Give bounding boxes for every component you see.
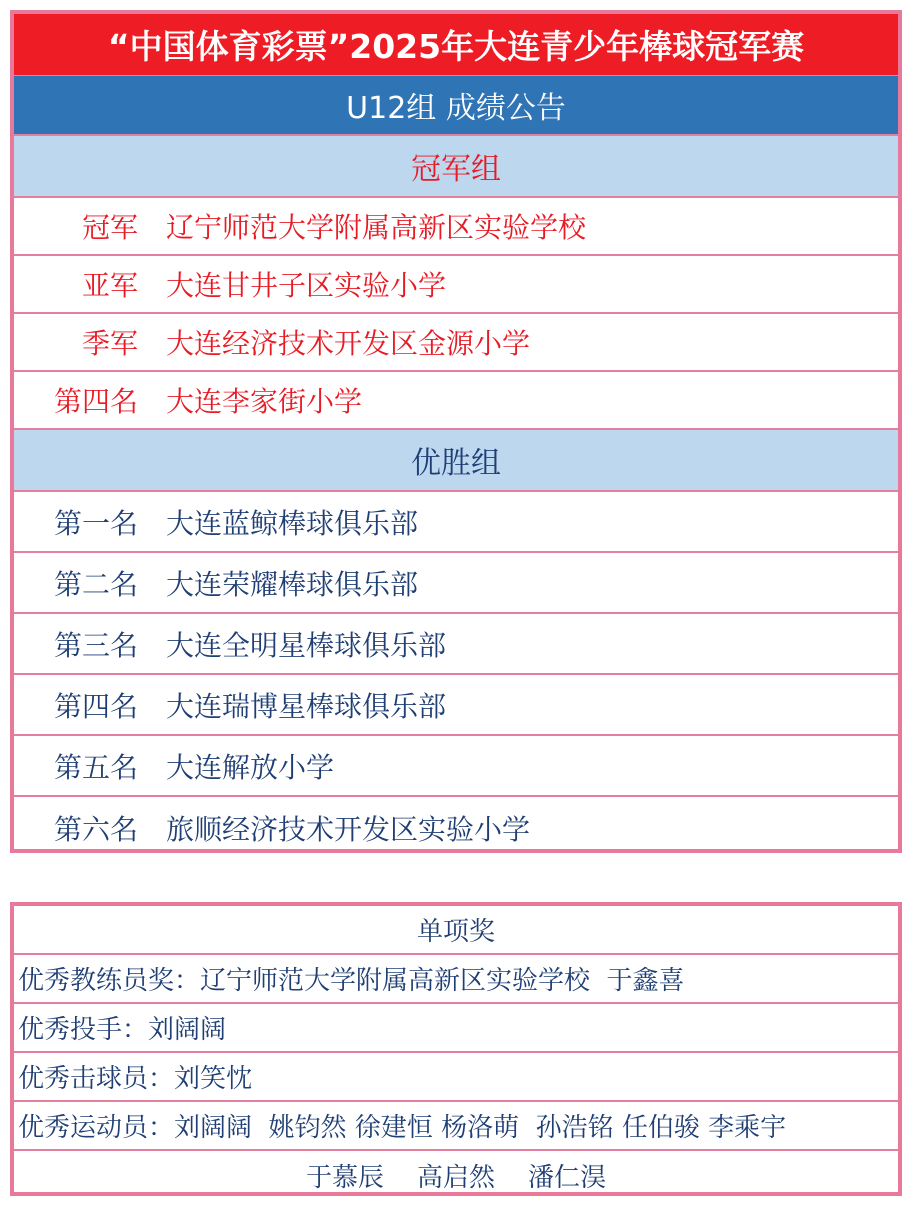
merit-row: [14, 797, 898, 858]
team-name: 大连荣耀棒球俱乐部: [166, 567, 419, 601]
team-name: 大连蓝鲸棒球俱乐部: [166, 506, 419, 540]
page-title: “中国体育彩票”2025年大连青少年棒球冠军赛: [14, 14, 898, 76]
rank-label: 第三名: [53, 628, 138, 662]
rank-label: 季军: [81, 327, 138, 360]
award-value: 于慕辰 高启然 潘仁淏: [305, 1163, 607, 1193]
merit-row: [14, 492, 898, 553]
champion-row: [14, 372, 898, 430]
award-row: [14, 955, 898, 1004]
award-value: 辽宁师范大学附属高新区实验学校 于鑫喜: [200, 966, 685, 996]
team-name: 大连解放小学: [166, 750, 335, 784]
team-name: 辽宁师范大学附属高新区实验学校: [166, 211, 587, 244]
team-name: 大连全明星棒球俱乐部: [166, 628, 447, 662]
results-subtitle: U12组 成绩公告: [14, 76, 898, 136]
award-value: 刘笑忱: [174, 1064, 253, 1094]
champion-row: [14, 314, 898, 372]
results-table: [10, 10, 902, 853]
merit-group-heading: 优胜组: [14, 430, 898, 492]
team-name: 旅顺经济技术开发区实验小学: [166, 812, 531, 846]
rank-label: 第二名: [53, 567, 138, 601]
award-row: [14, 1053, 898, 1102]
team-name: 大连瑞博星棒球俱乐部: [166, 689, 447, 723]
awards-heading: 单项奖: [14, 906, 898, 955]
rank-label: 亚军: [81, 269, 138, 302]
merit-row: [14, 736, 898, 797]
award-label: 优秀运动员：: [18, 1113, 175, 1143]
team-name: 大连李家街小学: [166, 385, 363, 418]
award-continuation-row: [14, 1151, 898, 1200]
award-value: 刘阔阔: [148, 1015, 227, 1045]
merit-row: [14, 675, 898, 736]
merit-row: [14, 614, 898, 675]
individual-awards-table: [10, 902, 902, 1196]
rank-label: 冠军: [81, 211, 138, 244]
champion-group-heading: 冠军组: [14, 136, 898, 198]
award-value: 刘阔阔 姚钧然 徐建恒 杨洛萌 孙浩铭 任伯骏 李乘宇: [174, 1113, 787, 1143]
team-name: 大连甘井子区实验小学: [166, 269, 447, 302]
rank-label: 第六名: [53, 812, 138, 846]
merit-row: [14, 553, 898, 614]
team-name: 大连经济技术开发区金源小学: [166, 327, 531, 360]
rank-label: 第四名: [53, 689, 138, 723]
award-row: [14, 1102, 898, 1151]
rank-label: 第四名: [53, 385, 138, 418]
award-label: 优秀击球员：: [18, 1064, 175, 1094]
award-label: 优秀教练员奖：: [18, 966, 201, 996]
champion-row: [14, 256, 898, 314]
award-label: 优秀投手：: [18, 1015, 149, 1045]
champion-row: [14, 198, 898, 256]
rank-label: 第五名: [53, 750, 138, 784]
rank-label: 第一名: [53, 506, 138, 540]
award-row: [14, 1004, 898, 1053]
